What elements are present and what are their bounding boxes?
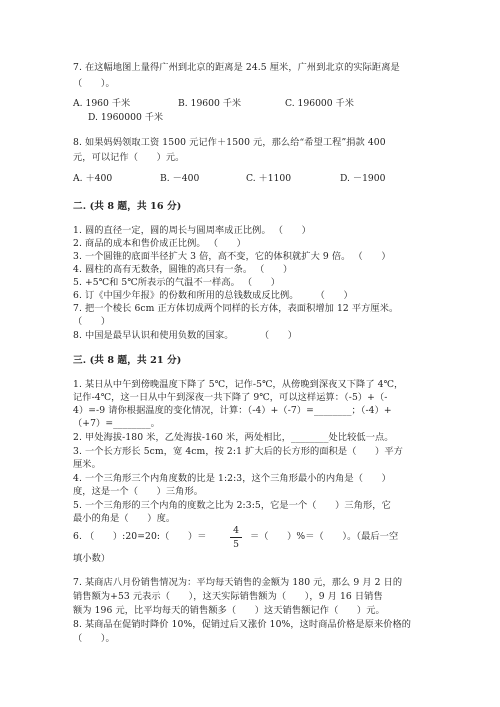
s3-line-6: 3. 一个长方形长 5cm，宽 4cm，按 2:1 扩大后的长方形的面积是（ ）平方 [73,446,403,457]
q8-option-d: D. －1900 [340,173,386,184]
s3-line-8: 4. 一个三角形三个内角度数的比是 1:2:3，这个三角形最小的内角是（ ） [73,473,391,484]
s3-line-1: 1. 某日从中午到傍晚温度下降了 5℃，记作-5℃，从傍晚到深夜又下降了 4℃， [73,379,404,390]
s2-item-7: 7. 把一个棱长 6cm 正方体切成两个同样的长方体，表面积增加 12 平方厘米。 [73,303,399,314]
s3-q6-fraction [230,525,242,550]
s3-q8-line-2: （ ）。 [73,633,115,644]
s3-line-11: 最小的角是（ ）度。 [73,513,176,524]
fraction-numerator: 4 [233,525,239,536]
section2-title: 二. (共 8 题，共 16 分) [73,201,182,212]
s3-q7-line-2: 销售额为+53 元表示（ ），这天实际销售额为（ ），9 月 16 日销售 [73,591,383,602]
s2-item-1: 1. 圆的直径一定，圆的周长与圆周率成正比例。 （ ） [73,225,311,236]
s2-item-8: 8. 中国是最早认识和使用负数的国家。 （ ） [73,330,298,341]
s3-q7-line-1: 7. 某商店八月份销售情况为：平均每天销售的金额为 180 元，那么 9 月 2 日的 [73,577,403,588]
s3-line-7: 厘米。 [73,459,101,470]
s2-item-2: 2. 商品的成本和售价成正比例。 （ ） [73,238,246,249]
s3-q6-tail: 填小数） [73,553,111,564]
s3-q6-right: ＝（ ）%＝（ ）。（最后一空 [250,531,399,542]
q8-option-c: C. ＋1100 [246,173,292,184]
q7-option-c: C. 196000 千米 [285,98,354,109]
s3-line-10: 5. 一个三角形的三个内角的度数之比为 2:3:5，它是一个（ ）三角形，它 [73,500,391,511]
q8-stem-line1: 8. 如果妈妈领取工资 1500 元记作＋1500 元，那么给“希望工程”捐款 400 [73,137,386,148]
q8-option-b: B. －400 [160,173,200,184]
s3-line-3: 4）=-9 请你根据温度的变化情况，计算：（-4）+（-7）=________；（-4）+ [73,405,392,416]
q7-stem-line2: （ ）。 [73,78,115,89]
s2-item-4: 4. 圆柱的高有无数条，圆锥的高只有一条。 （ ） [73,264,293,275]
s2-item-6: 6. 订《中国少年报》的份数和所用的总钱数成反比例。 （ ） [73,290,353,301]
q7-option-a: A. 1960 千米 [73,98,131,109]
s3-q7-line-3: 额为 196 元，比平均每天的销售额多（ ）这天销售额记作（ ）元。 [73,605,385,616]
q7-stem-line1: 7. 在这幅地图上量得广州到北京的距离是 24.5 厘米，广州到北京的实际距离是 [73,62,400,73]
s2-item-7-blank: （ ） [73,316,111,327]
q7-option-d: D. 1960000 千米 [88,112,164,123]
q7-option-b: B. 19600 千米 [178,98,242,109]
s3-line-5: 2. 甲处海拔-180 米，乙处海拔-160 米，两处相比，________处比较低一点。 [73,432,394,443]
s3-q8-line-1: 8. 某商品在促销时降价 10%，促销过后又涨价 10%，这时商品价格是原来价格的 [73,619,412,630]
s3-q6-left: 6. （ ）:20=20:（ ）＝ [73,531,207,542]
s3-line-9: 度，这是一个（ ）三角形。 [73,486,204,497]
s3-line-2: 记作-4℃，这一日从中午到深夜一共下降了 9℃，可以这样运算：（-5）+（- [73,392,388,403]
s2-item-5: 5. +5℃和 5℃所表示的气温不一样高。 （ ） [73,277,281,288]
section3-title: 三. (共 8 题，共 21 分) [73,355,182,366]
fraction-denominator: 5 [233,539,239,550]
s2-item-3: 3. 一个圆锥的底面半径扩大 3 倍，高不变，它的体积就扩大 9 倍。 （ ） [73,251,391,262]
q8-stem-line2: 元，可以记作（ ）元。 [73,152,185,163]
s3-line-4: （+7）=________。 [73,418,160,429]
fraction-bar [230,537,242,538]
q8-option-a: A. ＋400 [73,173,113,184]
